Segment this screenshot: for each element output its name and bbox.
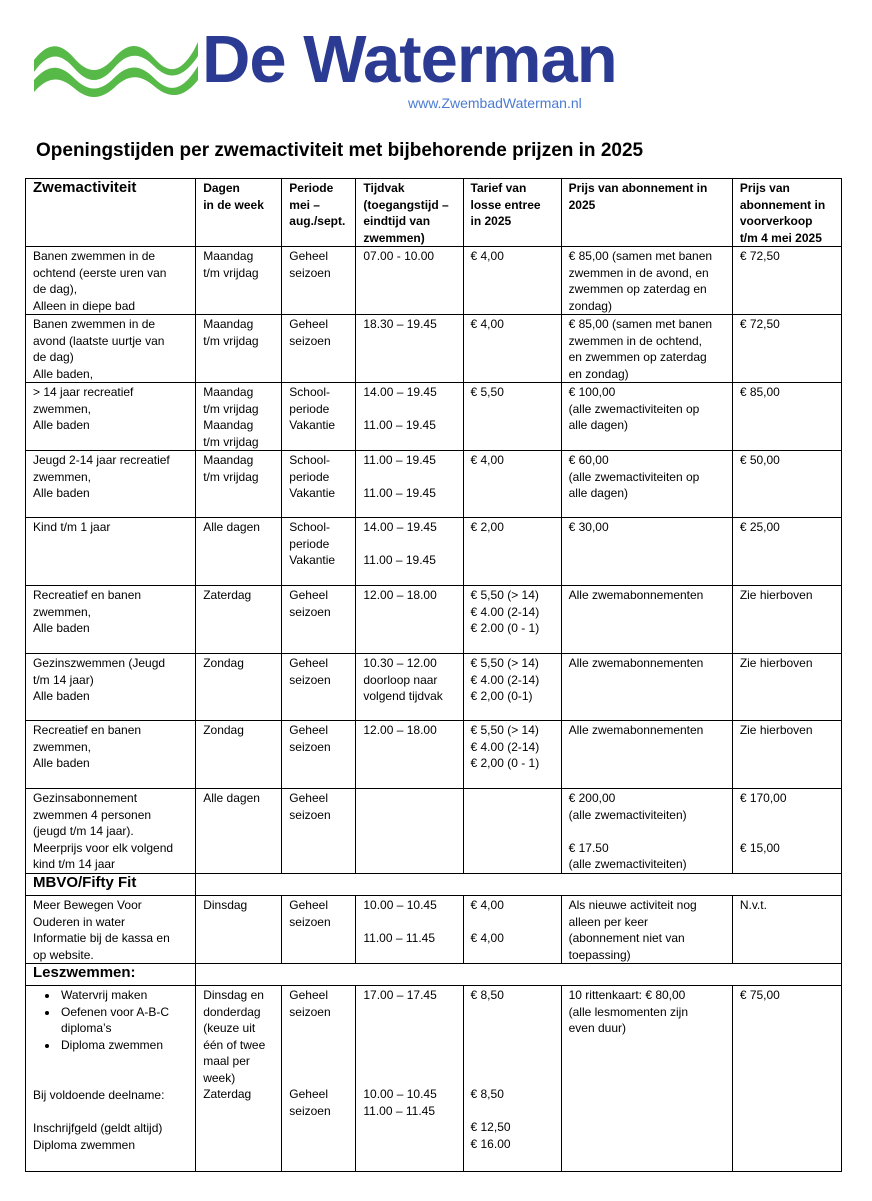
cell-activity: Kind t/m 1 jaar bbox=[26, 518, 196, 586]
header-subscription-price: Prijs van abonnement in 2025 bbox=[561, 179, 732, 247]
cell-subscription: € 200,00 (alle zwemactiviteiten) € 17.50 (alle zwemactiviteiten) bbox=[561, 789, 732, 874]
cell-activity: Recreatief en banen zwemmen, Alle baden bbox=[26, 721, 196, 789]
cell-time: 10.30 – 12.00 doorloop naar volgend tijdvak bbox=[356, 654, 463, 721]
cell-single: € 4,00 bbox=[463, 315, 561, 383]
cell-time: 14.00 – 19.45 11.00 – 19.45 bbox=[356, 518, 463, 586]
cell-single: € 8,50 € 8,50 € 12,50 € 16.00 bbox=[463, 986, 561, 1172]
section-title-mbvo: MBVO/Fifty Fit bbox=[26, 874, 196, 896]
cell-activity: Meer Bewegen Voor Ouderen in water Informatie bij de kassa en op website. bbox=[26, 896, 196, 964]
cell-single: € 4,00 € 4,00 bbox=[463, 896, 561, 964]
cell-presale: € 72,50 bbox=[732, 315, 841, 383]
cell-presale: € 85,00 bbox=[732, 383, 841, 451]
cell-single: € 5,50 (> 14) € 4.00 (2-14) € 2.00 (0 - 1) bbox=[463, 586, 561, 654]
cell-days: Maandag t/m vrijdag bbox=[196, 315, 282, 383]
cell-time: 11.00 – 19.45 11.00 – 19.45 bbox=[356, 451, 463, 518]
cell-time: 10.00 – 10.45 11.00 – 11.45 bbox=[356, 896, 463, 964]
cell-presale: € 72,50 bbox=[732, 247, 841, 315]
cell-days: Maandag t/m vrijdag bbox=[196, 247, 282, 315]
cell-presale: € 170,00 € 15,00 bbox=[732, 789, 841, 874]
cell-period: School- periode Vakantie bbox=[282, 518, 356, 586]
cell-days: Maandag t/m vrijdag Maandag t/m vrijdag bbox=[196, 383, 282, 451]
header-days: Dagen in de week bbox=[196, 179, 282, 247]
cell-period: Geheel seizoen bbox=[282, 247, 356, 315]
cell-subscription: Als nieuwe activiteit nog alleen per keer (abonnement niet van toepassing) bbox=[561, 896, 732, 964]
table-row bbox=[26, 789, 842, 874]
cell-single: € 5,50 (> 14) € 4.00 (2-14) € 2,00 (0-1) bbox=[463, 654, 561, 721]
header-time: Tijdvak (toegangstijd – eindtijd van zwemmen) bbox=[356, 179, 463, 247]
cell-single: € 2,00 bbox=[463, 518, 561, 586]
table-row bbox=[26, 721, 842, 789]
table-row bbox=[26, 986, 842, 1172]
cell-presale: N.v.t. bbox=[732, 896, 841, 964]
cell-period: Geheel seizoen bbox=[282, 315, 356, 383]
cell-subscription: Alle zwemabonnementen bbox=[561, 721, 732, 789]
header-presale-price: Prijs van abonnement in voorverkoop t/m 4 mei 2025 bbox=[732, 179, 841, 247]
cell-presale: € 25,00 bbox=[732, 518, 841, 586]
cell-activity: Banen zwemmen in de ochtend (eerste uren van de dag), Alleen in diepe bad bbox=[26, 247, 196, 315]
cell-subscription: € 60,00 (alle zwemactiviteiten op alle dagen) bbox=[561, 451, 732, 518]
cell-presale: Zie hierboven bbox=[732, 721, 841, 789]
cell-period: School- periode Vakantie bbox=[282, 383, 356, 451]
cell-period: Geheel seizoen bbox=[282, 896, 356, 964]
table-row bbox=[26, 315, 842, 383]
cell-activity: > 14 jaar recreatief zwemmen, Alle baden bbox=[26, 383, 196, 451]
lesson-list bbox=[33, 987, 192, 1053]
cell-days: Zondag bbox=[196, 654, 282, 721]
cell-activity: Banen zwemmen in de avond (laatste uurtje van de dag) Alle baden, bbox=[26, 315, 196, 383]
section-title-leszwemmen: Leszwemmen: bbox=[26, 964, 196, 986]
cell-single: € 4,00 bbox=[463, 247, 561, 315]
page-title: Openingstijden per zwemactiviteit met bijbehorende prijzen in 2025 bbox=[36, 140, 644, 161]
cell-time bbox=[356, 789, 463, 874]
cell-days: Maandag t/m vrijdag bbox=[196, 451, 282, 518]
brand-name: De Waterman bbox=[202, 22, 617, 97]
cell-presale: Zie hierboven bbox=[732, 654, 841, 721]
cell-days: Zondag bbox=[196, 721, 282, 789]
waves-logo-icon bbox=[32, 28, 202, 98]
cell-single bbox=[463, 789, 561, 874]
cell-activity: Gezinszwemmen (Jeugd t/m 14 jaar) Alle baden bbox=[26, 654, 196, 721]
cell-subscription: € 100,00 (alle zwemactiviteiten op alle dagen) bbox=[561, 383, 732, 451]
cell-presale: Zie hierboven bbox=[732, 586, 841, 654]
cell-subscription: Alle zwemabonnementen bbox=[561, 654, 732, 721]
list-item: • Watervrij maken bbox=[59, 987, 192, 1004]
cell-period: Geheel seizoen bbox=[282, 654, 356, 721]
table-header-row bbox=[26, 179, 842, 247]
cell-period: Geheel seizoen Geheel seizoen bbox=[282, 986, 356, 1172]
cell-time: 12.00 – 18.00 bbox=[356, 586, 463, 654]
cell-single: € 5,50 (> 14) € 4.00 (2-14) € 2,00 (0 - 1) bbox=[463, 721, 561, 789]
cell-activity: Jeugd 2-14 jaar recreatief zwemmen, Alle baden bbox=[26, 451, 196, 518]
list-item: • Oefenen voor A-B-C diploma’s bbox=[59, 1004, 192, 1037]
section-row bbox=[26, 874, 842, 896]
list-item: • Diploma zwemmen bbox=[59, 1037, 192, 1054]
cell-activity: Gezinsabonnement zwemmen 4 personen (jeugd t/m 14 jaar). Meerprijs voor elk volgend kind t/m 14 jaar bbox=[26, 789, 196, 874]
cell-time: 18.30 – 19.45 bbox=[356, 315, 463, 383]
cell-presale: € 50,00 bbox=[732, 451, 841, 518]
table-row bbox=[26, 451, 842, 518]
website-link[interactable]: www.ZwembadWaterman.nl bbox=[408, 95, 582, 111]
section-spacer bbox=[196, 874, 842, 896]
cell-days: Dinsdag bbox=[196, 896, 282, 964]
cell-subscription: 10 rittenkaart: € 80,00 (alle lesmomenten zijn even duur) bbox=[561, 986, 732, 1172]
cell-single: € 4,00 bbox=[463, 451, 561, 518]
cell-subscription: Alle zwemabonnementen bbox=[561, 586, 732, 654]
cell-period: Geheel seizoen bbox=[282, 789, 356, 874]
header-single-price: Tarief van losse entree in 2025 bbox=[463, 179, 561, 247]
cell-time: 14.00 – 19.45 11.00 – 19.45 bbox=[356, 383, 463, 451]
cell-activity: Recreatief en banen zwemmen, Alle baden bbox=[26, 586, 196, 654]
cell-days: Alle dagen bbox=[196, 518, 282, 586]
table-row bbox=[26, 586, 842, 654]
section-row bbox=[26, 964, 842, 986]
cell-period: Geheel seizoen bbox=[282, 721, 356, 789]
schedule-table bbox=[25, 178, 842, 1172]
table-row bbox=[26, 518, 842, 586]
cell-days: Dinsdag en donderdag (keuze uit één of twee maal per week) Zaterdag bbox=[196, 986, 282, 1172]
cell-presale: € 75,00 bbox=[732, 986, 841, 1172]
cell-subscription: € 30,00 bbox=[561, 518, 732, 586]
lesson-extra-info: Bij voldoende deelname: Inschrijfgeld (geldt altijd) Diploma zwemmen bbox=[33, 1088, 165, 1152]
table-row bbox=[26, 896, 842, 964]
cell-time: 12.00 – 18.00 bbox=[356, 721, 463, 789]
section-spacer bbox=[196, 964, 842, 986]
cell-subscription: € 85,00 (samen met banen zwemmen in de avond, en zwemmen op zaterdag en zondag) bbox=[561, 247, 732, 315]
header-activity: Zwemactiviteit bbox=[26, 179, 196, 247]
table-row bbox=[26, 654, 842, 721]
cell-period: Geheel seizoen bbox=[282, 586, 356, 654]
cell-time: 17.00 – 17.45 10.00 – 10.45 11.00 – 11.45 bbox=[356, 986, 463, 1172]
table-row bbox=[26, 247, 842, 315]
cell-period: School- periode Vakantie bbox=[282, 451, 356, 518]
cell-days: Zaterdag bbox=[196, 586, 282, 654]
cell-subscription: € 85,00 (samen met banen zwemmen in de ochtend, en zwemmen op zaterdag en zondag) bbox=[561, 315, 732, 383]
cell-time: 07.00 - 10.00 bbox=[356, 247, 463, 315]
cell-days: Alle dagen bbox=[196, 789, 282, 874]
cell-activity bbox=[26, 986, 196, 1172]
table-row bbox=[26, 383, 842, 451]
header-period: Periode mei – aug./sept. bbox=[282, 179, 356, 247]
cell-single: € 5,50 bbox=[463, 383, 561, 451]
